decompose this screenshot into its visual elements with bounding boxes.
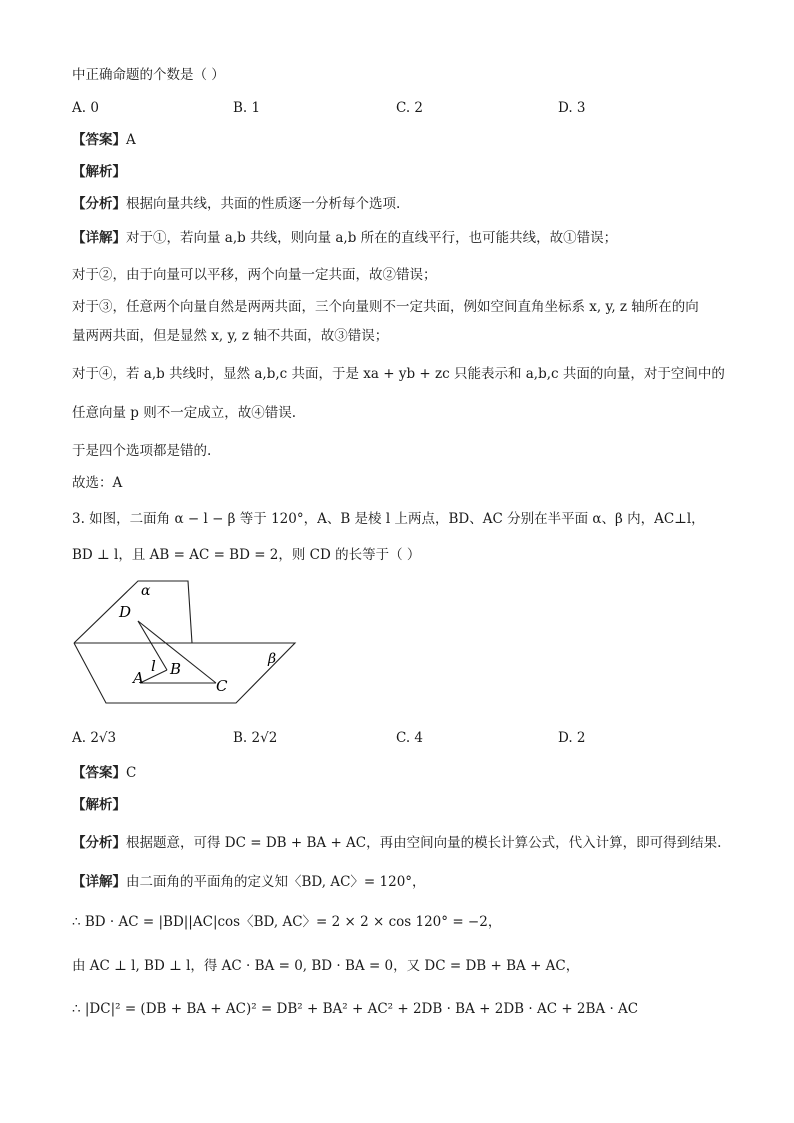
q2-stem-end: 中正确命题的个数是（ ） bbox=[72, 67, 225, 83]
q3-stem-2: BD ⊥ l，且 AB = AC = BD = 2，则 CD 的长等于（ ） bbox=[72, 547, 421, 563]
q2-option-d: D. 3 bbox=[558, 100, 586, 116]
q2-detail-line-6: 任意向量 p 则不一定成立，故④错误. bbox=[72, 405, 297, 421]
q3-detail-line-1 bbox=[72, 873, 426, 891]
analysis-tag: 【解析】 bbox=[72, 797, 126, 813]
q3-answer bbox=[72, 764, 136, 782]
label-alpha: α bbox=[141, 583, 151, 599]
q3-option-d: D. 2 bbox=[558, 730, 586, 746]
detail-text: 对于①，若向量 a,b 共线，则向量 a,b 所在的直线平行，也可能共线，故①错误； bbox=[126, 230, 618, 246]
q3-detail-line-2: ∴ BD · AC = |BD||AC|cos〈BD, AC〉= 2 × 2 × cos 120° = −2， bbox=[72, 914, 502, 930]
q3-analysis-tag bbox=[72, 796, 126, 814]
answer-value: C bbox=[126, 765, 137, 781]
xiangjie-tag: 【详解】 bbox=[72, 230, 126, 246]
label-beta: β bbox=[268, 651, 277, 667]
q2-option-b: B. 1 bbox=[233, 100, 261, 116]
dihedral-angle-figure bbox=[70, 575, 302, 710]
q2-analysis-tag bbox=[72, 163, 126, 181]
plane-alpha-outline bbox=[74, 581, 192, 643]
answer-value: A bbox=[126, 132, 136, 148]
label-c: C bbox=[216, 677, 228, 695]
answer-tag: 【答案】 bbox=[72, 765, 126, 781]
q2-option-a: A. 0 bbox=[72, 100, 99, 116]
fenxi-text: 根据题意，可得 DC = DB + BA + AC，再由空间向量的模长计算公式，代入计算，即可得到结果. bbox=[126, 835, 722, 851]
q3-option-a: A. 2√3 bbox=[72, 730, 117, 746]
label-b: B bbox=[170, 660, 182, 678]
label-l: l bbox=[151, 657, 156, 675]
q3-fenxi bbox=[72, 834, 721, 852]
q2-detail-line-3: 对于③，任意两个向量自然是两两共面，三个向量则不一定共面，例如空间直角坐标系 x, y, z 轴所在的向 bbox=[72, 299, 699, 315]
plane-beta-outline bbox=[74, 643, 295, 703]
q2-detail-line-7: 于是四个选项都是错的. bbox=[72, 443, 212, 459]
label-a: A bbox=[133, 669, 144, 687]
q2-option-c: C. 2 bbox=[396, 100, 424, 116]
q3-stem-1: 3. 如图，二面角 α − l − β 等于 120°，A、B 是棱 l 上两点，BD、AC 分别在半平面 α、β 内，AC⊥l， bbox=[72, 511, 705, 527]
analysis-tag: 【解析】 bbox=[72, 164, 126, 180]
q3-option-c: C. 4 bbox=[396, 730, 424, 746]
fenxi-tag: 【分析】 bbox=[72, 196, 126, 212]
label-d: D bbox=[119, 603, 132, 621]
q2-detail-line-2: 对于②，由于向量可以平移，两个向量一定共面，故②错误； bbox=[72, 267, 437, 283]
q3-option-b: B. 2√2 bbox=[233, 730, 278, 746]
q2-detail-line-4: 量两两共面，但是显然 x, y, z 轴不共面，故③错误； bbox=[72, 328, 389, 344]
q3-detail-line-4: ∴ |DC|² = (DB + BA + AC)² = DB² + BA² + AC² + 2DB · BA + 2DB · AC + 2BA · AC bbox=[72, 1001, 639, 1017]
q2-fenxi bbox=[72, 195, 400, 213]
q2-choose: 故选：A bbox=[72, 475, 123, 491]
q2-answer bbox=[72, 131, 136, 149]
xiangjie-tag: 【详解】 bbox=[72, 874, 126, 890]
fenxi-text: 根据向量共线，共面的性质逐一分析每个选项. bbox=[126, 196, 401, 212]
answer-tag: 【答案】 bbox=[72, 132, 126, 148]
q2-detail-line-5: 对于④，若 a,b 共线时，显然 a,b,c 共面，于是 xa + yb + zc 只能表示和 a,b,c 共面的向量，对于空间中的 bbox=[72, 366, 725, 382]
detail-text: 由二面角的平面角的定义知〈BD, AC〉= 120°， bbox=[126, 874, 426, 890]
q2-detail-line-1 bbox=[72, 229, 617, 247]
fenxi-tag: 【分析】 bbox=[72, 835, 126, 851]
q3-detail-line-3: 由 AC ⊥ l, BD ⊥ l，得 AC · BA = 0, BD · BA = 0，又 DC = DB + BA + AC， bbox=[72, 958, 580, 974]
